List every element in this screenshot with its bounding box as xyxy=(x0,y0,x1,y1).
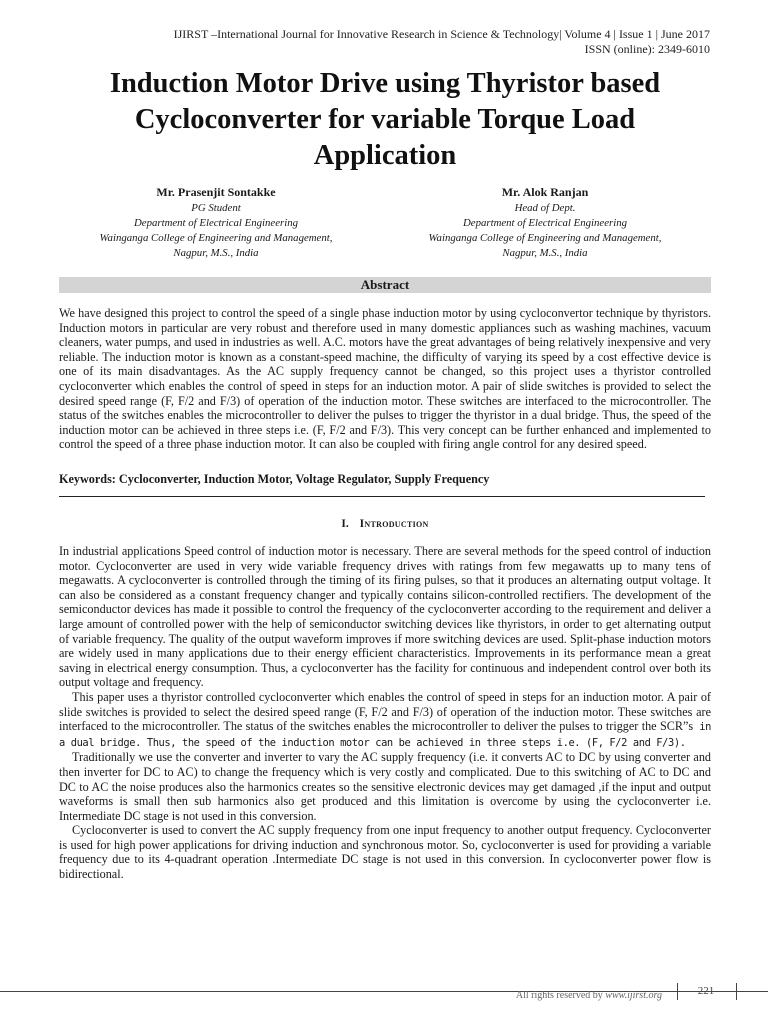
section-number: I. xyxy=(341,518,349,530)
title-line-3: Application xyxy=(313,140,457,171)
paragraph-4: Cycloconverter is used to convert the AC supply frequency from one input frequency to another output frequency. Cycloconverter is used for high power applications for driving induction and synchronous motor. So, cycloconverter is used for providing a variable frequency due to its 4-quadrant operation .Intermediate DC stage is not used in this conversion. In cycloconverter power flow is bidirectional. xyxy=(59,823,711,882)
author-name: Mr. Prasenjit Sontakke xyxy=(156,185,276,199)
paragraph-2 xyxy=(59,690,711,750)
paper-title xyxy=(60,66,710,174)
footer-tick-right xyxy=(736,983,737,1000)
paragraph-2-text: This paper uses a thyristor controlled cycloconverter which enables the control of speed in steps for an induction motor. A pair of slide switches is provided to select the desired speed range (F, F/2 and F/3) of operation of the induction motor. These switches are interfaced to the microcontroller. The status of the switches enables the microcontroller to deliver the pulses to trigger the xyxy=(59,689,711,734)
footer-rights: All rights reserved by xyxy=(515,990,606,1001)
paragraph-3: Traditionally we use the converter and inverter to vary the AC supply frequency (i.e. it converts AC to DC by using converter and then inverter for DC to AC) to change the frequency which is very costly and complicated. Due to this switching of AC to DC and DC to AC the noise produces also the harmonics creates so the sensitive electronic devices may get damaged ,if the input and output waveforms is small then sub harmonics also get produced and this limitation is overcome by using the cycloconverter i.e. Intermediate DC stage is not used in this conversion. xyxy=(59,750,711,823)
author-college: Wainganga College of Engineering and Management, xyxy=(99,232,333,244)
author-1 xyxy=(51,185,381,261)
author-department: Department of Electrical Engineering xyxy=(133,217,298,229)
paragraph-2-tail: in a dual bridge. Thus, the speed of the induction motor can be achieved in three steps i.e. (F, F/2 and F/3). xyxy=(59,721,711,749)
paragraph-1: In industrial applications Speed control of induction motor is necessary. There are several methods for the speed control of induction motor. Cycloconverter are used in very wide variable frequency drives with ratings from few megawatts up to many tens of megawatts. A cycloconverter is controlled through the timing of its firing pulses, so that it produces an alternating output voltage. It can also be considered as a constant frequency changer and typically contains silicon-controlled rectifiers. The development of the semiconductor devices has made it possible to control the frequency of the cycloconverter according to the requirement and deliver a large amount of controlled power with the help of semiconductor switching devices like thyristors, in order to get alternating output of variable frequency. The quality of the output waveform improves if more switching devices are used. Split-phase induction motors are widely used in many applications due to their energy efficient characteristics. Improvements in its performance mean a great saving in electrical energy consumption. Thus, a cycloconverter has the facility for continuous and independent control over both its output voltage and frequency. xyxy=(59,544,711,690)
abstract-divider xyxy=(59,496,705,497)
journal-line: IJIRST –International Journal for Innovative Research in Science & Technology| Volume 4 | Issue 1 | June 2017 xyxy=(173,27,710,41)
author-name: Mr. Alok Ranjan xyxy=(501,185,589,199)
keywords-line: Keywords: Cycloconverter, Induction Motor, Voltage Regulator, Supply Frequency xyxy=(59,472,490,486)
journal-header xyxy=(174,27,710,57)
author-role: PG Student xyxy=(191,202,241,214)
footer-site-link[interactable]: www.ijirst.org xyxy=(605,990,662,1001)
abstract-text: We have designed this project to control the speed of a single phase induction motor by using cycloconvertor technique by thyristors. Induction motors in particular are very robust and therefore used in many domestic appliances such as washing machines, vacuum cleaners, water pumps, and used in industries as well. A.C. motors have the great advantages of being relatively inexpensive and very reliable. The induction motor is known as a constant-speed machine, the difficulty of varying its speed by a cost effective device is one of its main disadvantages. As the AC supply frequency cannot be changed, so this project uses a thyristor controlled cycloconverter which enables the control of speed in steps for an induction motor. A pair of slide switches is provided to select the desired speed range (F, F/2 and F/3) of operation of the induction motor. These switches are interfaced to the microcontroller. The status of the switches enables the microcontroller to deliver the pulses to trigger the thyristor in a dual bridge. Thus, the speed of the induction motor can be achieved in three steps i.e. (F, F/2 and F/3). This very concept can be further enhanced and implemented to control the speed of a three phase induction motor. It can also be coupled with firing angle control for any desired speed. xyxy=(59,306,711,452)
footer-copyright xyxy=(460,990,662,1002)
author-location: Nagpur, M.S., India xyxy=(502,247,588,259)
abstract-heading: Abstract xyxy=(59,277,711,293)
section-title: Introduction xyxy=(359,518,429,530)
footer-tick-left xyxy=(677,983,678,1000)
author-2 xyxy=(380,185,710,261)
paragraph-2-scr: SCR”s xyxy=(659,719,694,734)
author-department: Department of Electrical Engineering xyxy=(462,217,627,229)
section-heading-introduction xyxy=(59,517,711,531)
title-line-2: Cycloconverter for variable Torque Load xyxy=(134,104,636,135)
author-location: Nagpur, M.S., India xyxy=(173,247,259,259)
title-line-1: Induction Motor Drive using Thyristor based xyxy=(109,68,661,99)
author-college: Wainganga College of Engineering and Management, xyxy=(428,232,662,244)
introduction-body xyxy=(59,544,711,882)
page-number: 221 xyxy=(697,985,715,997)
author-role: Head of Dept. xyxy=(514,202,576,214)
issn-line: ISSN (online): 2349-6010 xyxy=(584,42,710,56)
